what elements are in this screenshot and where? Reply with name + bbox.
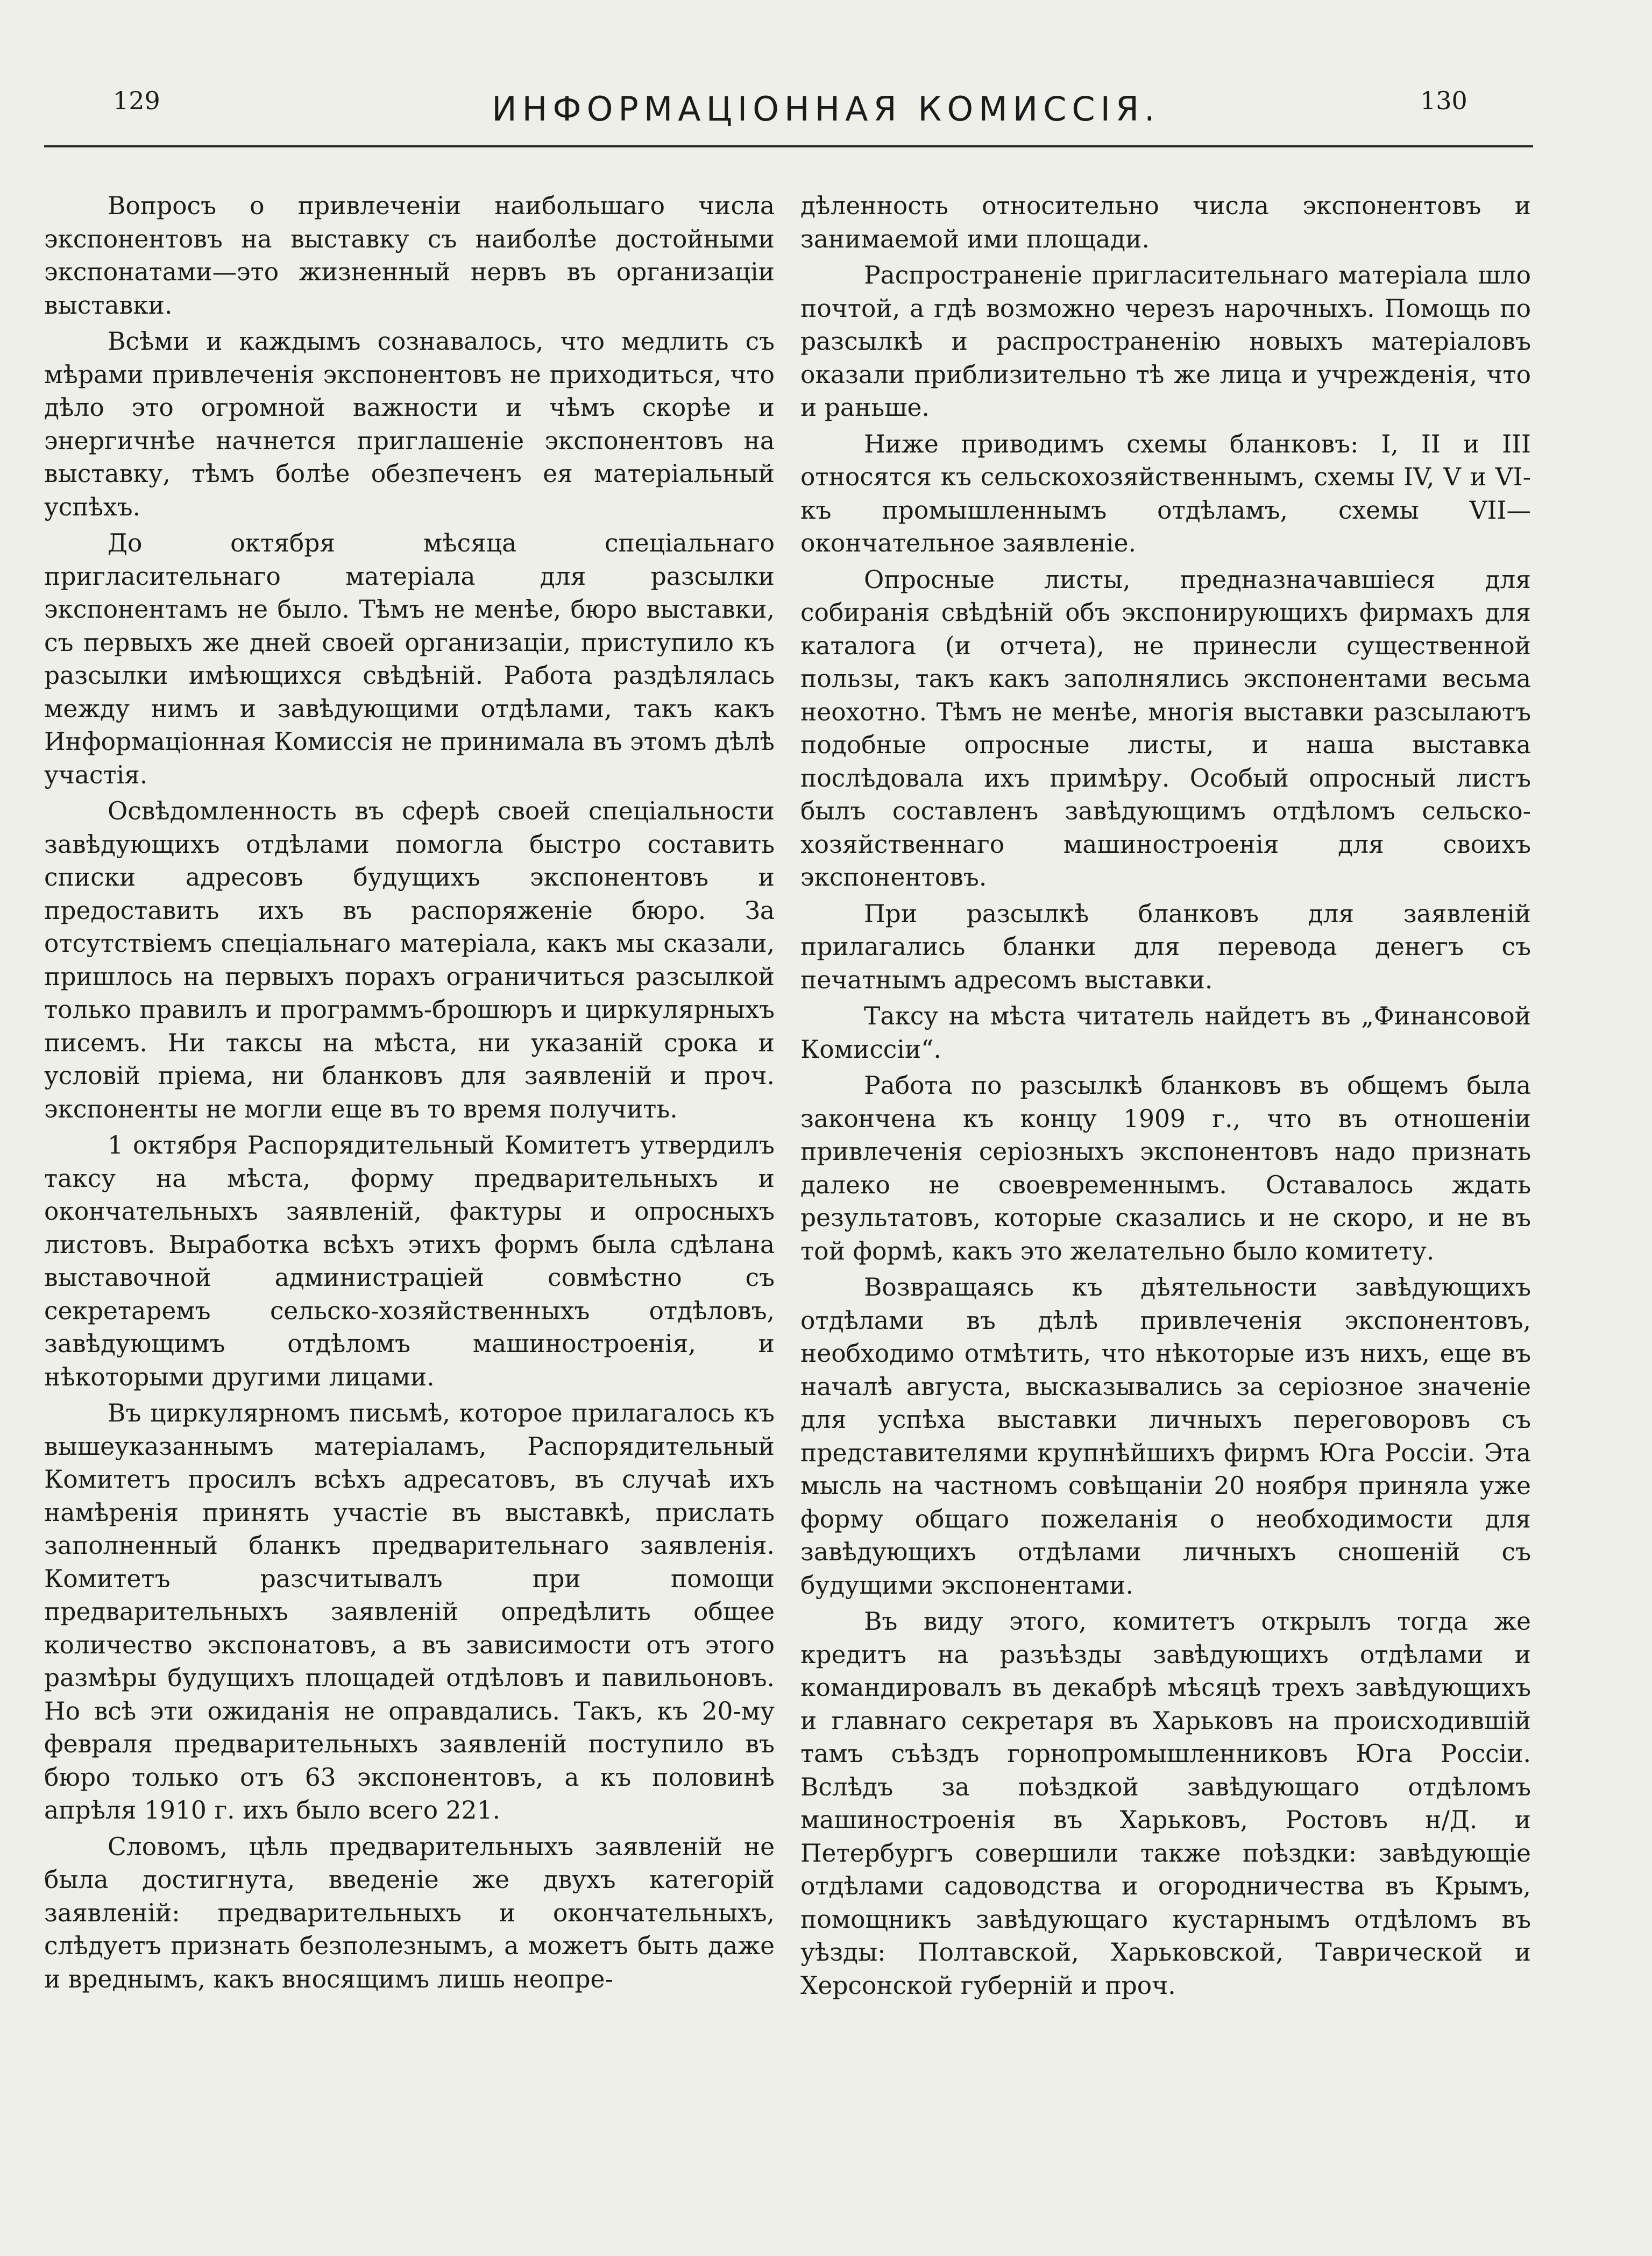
right-column	[800, 189, 1531, 2005]
paragraph-continuation: дѣленность относительно числа экспонентовъ и занимаемой ими площади.	[800, 192, 1531, 253]
paragraph: Работа по разсылкѣ бланковъ въ общемъ была закончена къ концу 1909 г., что въ отношеніи привлеченія серіозныхъ экспонентовъ надо признать далеко не своевременнымъ. Оставалось ждать результатовъ, которые сказались и не скоро, и не въ той формѣ, какъ это желательно было комитету.	[800, 1071, 1531, 1265]
paragraph: Ниже приводимъ схемы бланковъ: I, II и III относятся къ сельскохозяйственнымъ, схемы IV, V и VI-къ промышленнымъ отдѣламъ, схемы VII—окончательное заявленіе.	[800, 429, 1531, 557]
paragraph: При разсылкѣ бланковъ для заявленій прилагались бланки для перевода денегъ съ печатнымъ адресомъ выставки.	[800, 899, 1531, 994]
paragraph: 1 октября Распорядительный Комитетъ утвердилъ таксу на мѣста, форму предварительныхъ и окончательныхъ заявленій, фактуры и опросныхъ листовъ. Выработка всѣхъ этихъ формъ была сдѣлана выставочной администраціей совмѣстно съ секретаремъ сельско-хозяйственныхъ отдѣловъ, завѣдующимъ отдѣломъ машиностроенія, и нѣкоторыми другими лицами.	[44, 1131, 775, 1391]
running-title: ИНФОРМАЦІОННАЯ КОМИССІЯ.	[492, 89, 1160, 129]
paragraph: Таксу на мѣста читатель найдетъ въ „Финансовой Комиссіи“.	[800, 1002, 1531, 1064]
paragraph: Распространеніе пригласительнаго матеріала шло почтой, а гдѣ возможно черезъ нарочныхъ. Помощь по разсылкѣ и распространенію новыхъ матеріаловъ оказали приблизительно тѣ же лица и учрежденія, что и раньше.	[800, 261, 1531, 422]
paragraph: Въ виду этого, комитетъ открылъ тогда же кредитъ на разъѣзды завѣдующихъ отдѣлами и командировалъ въ декабрѣ мѣсяцѣ трехъ завѣдующихъ и главнаго секретаря въ Харьковъ на происходившій тамъ съѣздъ горнопромышленниковъ Юга Россіи. Вслѣдъ за поѣздкой завѣдующаго отдѣломъ машиностроенія въ Харьковъ, Ростовъ н/Д. и Петербургъ совершили также поѣздки: завѣдующіе отдѣлами садоводства и огородничества въ Крымъ, помощникъ завѣдующаго кустарнымъ отдѣломъ въ уѣзды: Полтавской, Харьковской, Таврической и Херсонской губерній и проч.	[800, 1607, 1531, 2000]
left-column	[44, 189, 775, 1999]
paragraph: Освѣдомленность въ сферѣ своей спеціальности завѣдующихъ отдѣлами помогла быстро составить списки адресовъ будущихъ экспонентовъ и предоставить ихъ въ распоряженіе бюро. За отсутствіемъ спеціальнаго матеріала, какъ мы сказали, пришлось на первыхъ порахъ ограничиться разсылкой только правилъ и программъ-брошюръ и циркулярныхъ писемъ. Ни таксы на мѣста, ни указаній срока и условій пріема, ни бланковъ для заявленій и проч. экспоненты не могли еще въ то время получить.	[44, 797, 775, 1123]
paragraph: Вопросъ о привлеченіи наибольшаго числа экспонентовъ на выставку съ наиболѣе достойными экспонатами—это жизненный нервъ въ организаціи выставки.	[44, 192, 775, 320]
header-rule	[44, 145, 1533, 147]
paragraph: Словомъ, цѣль предварительныхъ заявленій не была достигнута, введеніе же двухъ категорій заявленій: предварительныхъ и окончательныхъ, слѣдуетъ признать безполезнымъ, а можетъ быть даже и вреднымъ, какъ вносящимъ лишь неопре-	[44, 1832, 775, 1993]
paragraph: Всѣми и каждымъ сознавалось, что медлить съ мѣрами привлеченія экспонентовъ не приходиться, что дѣло это огромной важности и чѣмъ скорѣе и энергичнѣе начнется приглашеніе экспонентовъ на выставку, тѣмъ болѣе обезпеченъ ея матеріальный успѣхъ.	[44, 327, 775, 521]
paragraph: Возвращаясь къ дѣятельности завѣдующихъ отдѣлами въ дѣлѣ привлеченія экспонентовъ, необходимо отмѣтить, что нѣкоторые изъ нихъ, еще въ началѣ августа, высказывались за серіозное значеніе для успѣха выставки личныхъ переговоровъ съ представителями крупнѣйшихъ фирмъ Юга Россіи. Эта мысль на частномъ совѣщаніи 20 ноября приняла уже форму общаго пожеланія о необходимости для завѣдующихъ отдѣлами личныхъ сношеній съ будущими экспонентами.	[800, 1273, 1531, 1600]
left-page-number: 129	[113, 86, 160, 115]
paragraph: Въ циркулярномъ письмѣ, которое прилагалось къ вышеуказаннымъ матеріаламъ, Распорядительный Комитетъ просилъ всѣхъ адресатовъ, въ случаѣ ихъ намѣренія принять участіе въ выставкѣ, прислать заполненный бланкъ предварительнаго заявленія. Комитетъ разсчитывалъ при помощи предварительныхъ заявленій опредѣлить общее количество экспонатовъ, а въ зависимости отъ этого размѣры будущихъ площадей отдѣловъ и павильоновъ. Но всѣ эти ожиданія не оправдались. Такъ, къ 20-му февраля предварительныхъ заявленій поступило въ бюро только отъ 63 экспонентовъ, а къ половинѣ апрѣля 1910 г. ихъ было всего 221.	[44, 1399, 775, 1824]
paragraph: До октября мѣсяца спеціальнаго пригласительнаго матеріала для разсылки экспонентамъ не было. Тѣмъ не менѣе, бюро выставки, съ первыхъ же дней своей организаціи, приступило къ разсылки имѣющихся свѣдѣній. Работа раздѣлялась между нимъ и завѣдующими отдѣлами, такъ какъ Информаціонная Комиссія не принимала въ этомъ дѣлѣ участія.	[44, 529, 775, 789]
paragraph: Опросные листы, предназначавшіеся для собиранія свѣдѣній объ экспонирующихъ фирмахъ для каталога (и отчета), не принесли существенной пользы, такъ какъ заполнялись экспонентами весьма неохотно. Тѣмъ не менѣе, многія выставки разсылаютъ подобные опросные листы, и наша выставка послѣдовала ихъ примѣру. Особый опросный листъ былъ составленъ завѣдующимъ отдѣломъ сельско-хозяйственнаго машиностроенія для своихъ экспонентовъ.	[800, 565, 1531, 892]
right-page-number: 130	[1420, 86, 1467, 115]
